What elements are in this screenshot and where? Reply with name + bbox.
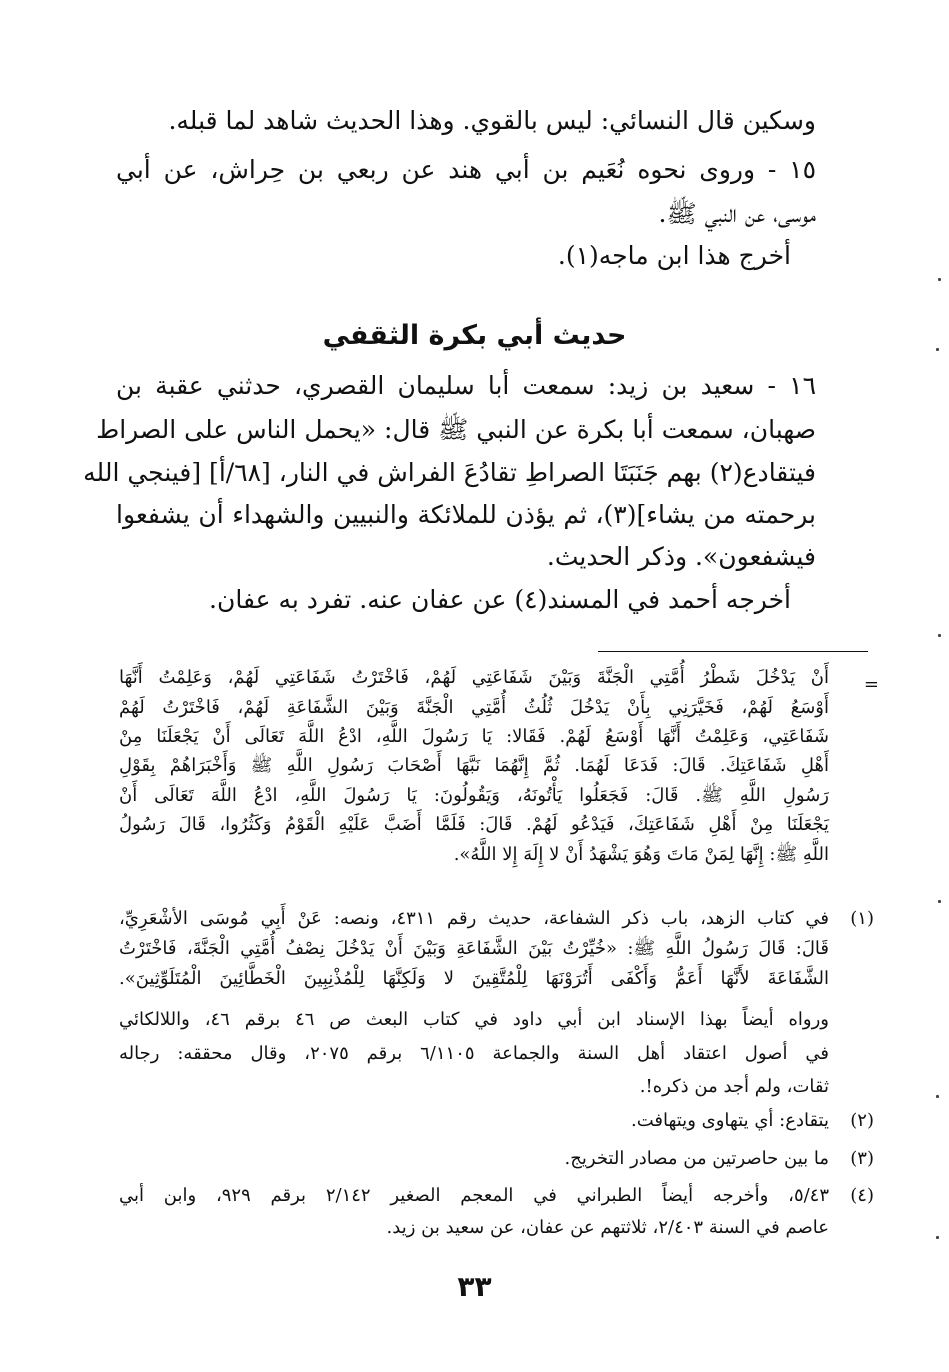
scan-speck: [936, 1095, 939, 1098]
footnote-line: ورواه أيضاً بهذا الإسناد ابن أبي داود في كتاب البعث ص ٤٦ برقم ٤٦، واللالكائي: [119, 1009, 830, 1030]
footnote-number: (١): [850, 908, 874, 929]
footnote-line: اللَّهِ ﷺ: إِنَّهَا لِمَنْ مَاتَ وَهُوَ يَشْهَدُ أَنْ لا إِلَهَ إِلا اللَّهُ».: [453, 844, 829, 865]
section-heading: حديث أبي بكرة الثقفي: [322, 320, 627, 351]
footnote-line: شَفَاعَتِي، وَعَلِمْتُ أَنَّهَا أَوْسَعُ لَهُمْ. فَقَالا: يَا رَسُولَ اللَّهِ، ادْعُ اللَّهَ تَعَالَى أَنْ يَجْعَلَنَا مِنْ: [119, 726, 829, 747]
footnote-line: قَالَ: قَالَ رَسُولُ اللَّهِ ﷺ: «خُيِّرْتُ بَيْنَ الشَّفَاعَةِ وَبَيْنَ أَنْ يَدْخُلَ نِصْفُ أُمَّتِي الْجَنَّةَ، فَاخْتَرْتُ: [119, 938, 829, 959]
footnote-separator: [598, 651, 868, 652]
text-line: صهبان، سمعت أبا بكرة عن النبي ﷺ قال: «يحمل الناس على الصراط: [96, 415, 816, 444]
footnote-line: الشَّفَاعَةَ لأَنَّهَا أَعَمُّ وَأَكْفَى أَتُرَوْنَهَا لِلْمُتَّقِينَ لا وَلَكِنَّهَا لِلْمُذْنِبِينَ الْخَطَّائِينَ الْمُتَلَوِّثِينَ».: [119, 968, 829, 989]
scan-speck: [938, 278, 941, 281]
text-line: برحمته من يشاء](٣)، ثم يؤذن للملائكة والنبيين والشهداء أن يشفعوا: [116, 500, 816, 529]
footnote-line: أَهْلِ شَفَاعَتِكَ. قَالَ: فَدَعَا لَهُمَا. ثُمَّ إِنَّهُمَا نَبَّهَا أَصْحَابَ رَسُولِ اللَّهِ ﷺ وَأَخْبَرَاهُمْ بِقَوْلِ: [119, 755, 829, 776]
footnote-line: أَوْسَعُ لَهُمْ، فَخَيَّرَنِي بِأَنْ يَدْخُلَ ثُلُثُ أُمَّتِي الْجَنَّةَ وَبَيْنَ الشَّفَاعَةِ لَهُمْ، فَاخْتَرْتُ لَهُمْ: [119, 697, 829, 718]
scan-speck: [938, 634, 941, 637]
text-line: وسكين قال النسائي: ليس بالقوي. وهذا الحديث شاهد لما قبله.: [168, 106, 816, 135]
text-line: أخرج هذا ابن ماجه(١).: [557, 241, 791, 270]
footnote-line: يَجْعَلَنَا مِنْ أَهْلِ شَفَاعَتِكَ، فَيَدْعُو لَهُمْ. قَالَ: فَلَمَّا أَضَبَّ عَلَيْهِ الْقَوْمُ وَكَثُرُوا، قَالَ رَسُولُ: [119, 814, 829, 835]
scan-speck: [936, 348, 939, 351]
footnote-number: (٣): [850, 1148, 874, 1169]
hadith-16-line: ١٦ - سعيد بن زيد: سمعت أبا سليمان القصري، حدثني عقبة بن: [116, 371, 816, 400]
footnote-line: ثقات، ولم أجد من ذكره!.: [639, 1076, 829, 1097]
text-line: فيشفعون». وذكر الحديث.: [546, 542, 816, 571]
footnote-line: عاصم في السنة ٢/٤٠٣، ثلاثتهم عن عفان، عن سعيد بن زيد.: [386, 1217, 829, 1238]
page-number: ٣٣: [457, 1270, 492, 1303]
continuation-marker: =: [863, 674, 879, 695]
footnote-line: ما بين حاصرتين من مصادر التخريج.: [564, 1148, 829, 1169]
text-line: موسى، عن النبي ﷺ.: [658, 199, 816, 228]
footnote-line: أَنْ يَدْخُلَ شَطْرُ أُمَّتِي الْجَنَّةَ وَبَيْنَ شَفَاعَتِي لَهُمْ، فَاخْتَرْتُ شَفَاعَتِي لَهُمْ، وَعَلِمْتُ أَنَّهَا: [119, 667, 829, 688]
scan-speck: [936, 1236, 939, 1239]
text-line: فيتقادع(٢) بهم جَنَبَتَا الصراطِ تقادُعَ الفراش في النار، [٦٨/أ] [فينجي الله: [83, 458, 816, 487]
footnote-line: يتقادع: أي يتهاوى ويتهافت.: [630, 1110, 829, 1131]
scan-speck: [938, 900, 941, 903]
text-line: أخرجه أحمد في المسند(٤) عن عفان عنه. تفرد به عفان.: [209, 585, 791, 614]
hadith-15-line: ١٥ - وروى نحوه نُعَيم بن أبي هند عن ربعي بن حِراش، عن أبي: [116, 155, 816, 184]
footnote-line: في كتاب الزهد، باب ذكر الشفاعة، حديث رقم ٤٣١١، ونصه: عَنْ أَبِي مُوسَى الأشْعَرِيِّ،: [119, 908, 829, 929]
footnote-line: رَسُولِ اللَّهِ ﷺ. قَالَ: فَجَعَلُوا يَأْتُونَهُ، وَيَقُولُونَ: يَا رَسُولَ اللَّهِ، ادْعُ اللَّهَ تَعَالَى أَنْ: [119, 785, 829, 806]
footnote-number: (٤): [850, 1185, 874, 1206]
footnote-line: ٥/٤٣، وأخرجه أيضاً الطبراني في المعجم الصغير ٢/١٤٢ برقم ٩٢٩، وابن أبي: [119, 1185, 830, 1206]
footnote-line: في أصول اعتقاد أهل السنة والجماعة ٦/١١٠٥ برقم ٢٠٧٥، وقال محققه: رجاله: [119, 1043, 829, 1064]
footnote-number: (٢): [850, 1110, 874, 1131]
